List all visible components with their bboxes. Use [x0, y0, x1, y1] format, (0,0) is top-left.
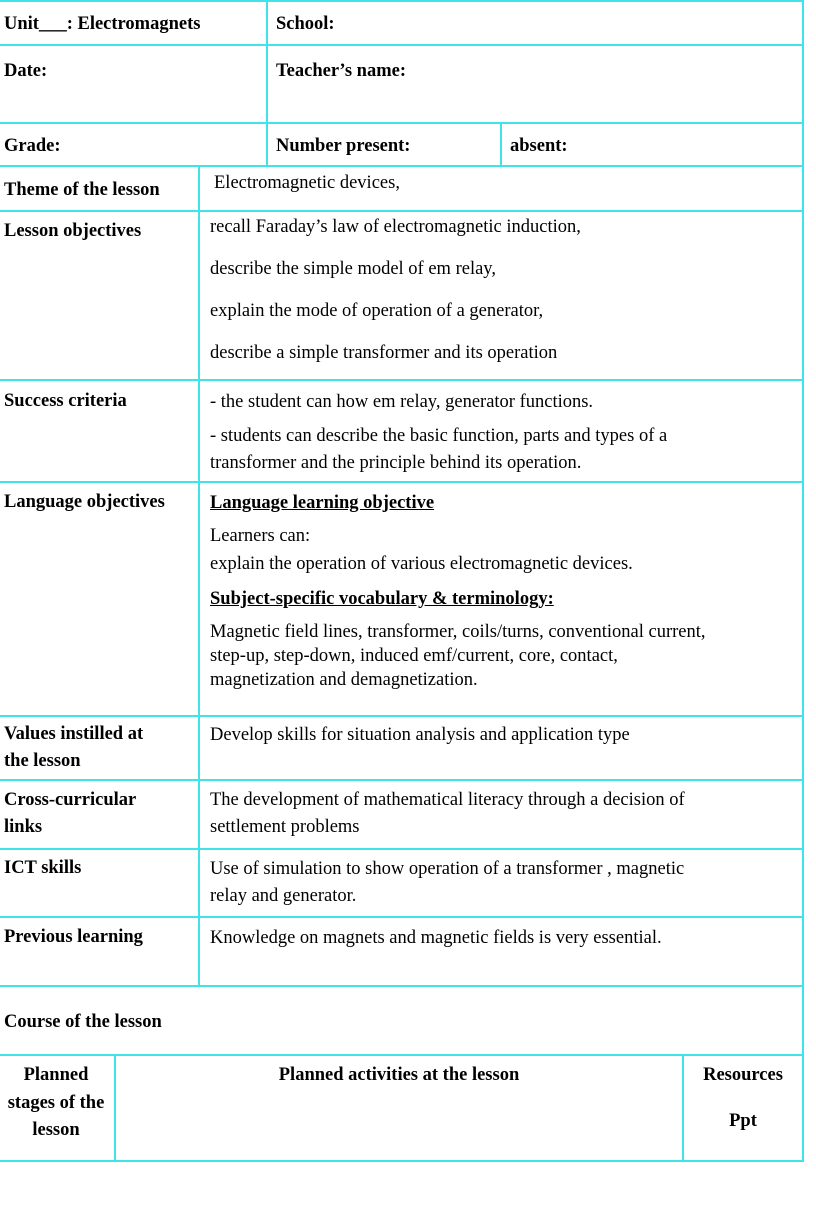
success-line: - students can describe the basic function, parts and types of a — [210, 426, 668, 446]
grade-label: Grade: — [4, 136, 61, 156]
success-value-cell — [198, 379, 804, 483]
language-label: Language objectives — [4, 492, 165, 512]
objectives-label: Lesson objectives — [4, 221, 142, 241]
vocabulary-line: step-up, step-down, induced emf/current, core, contact, — [210, 646, 618, 666]
teacher-label: Teacher’s name: — [276, 61, 406, 81]
values-label: Values instilled at — [4, 724, 144, 744]
unit-cell — [0, 0, 268, 46]
cross-label: Cross-curricular — [4, 790, 137, 810]
success-line: transformer and the principle behind its operation. — [210, 453, 582, 473]
unit-label: Unit___: Electromagnets — [4, 14, 201, 34]
resources-value: Ppt — [729, 1111, 757, 1131]
language-label-cell — [0, 481, 200, 717]
grade-cell — [0, 122, 268, 167]
objective-item: describe the simple model of em relay, — [210, 259, 496, 279]
school-cell — [266, 0, 804, 46]
ict-value: relay and generator. — [210, 886, 357, 906]
language-learners: Learners can: — [210, 526, 311, 546]
previous-label: Previous learning — [4, 927, 143, 947]
success-line: - the student can how em relay, generator functions. — [210, 392, 594, 412]
cross-label: links — [4, 817, 43, 837]
cross-value-cell — [198, 779, 804, 850]
ict-value-cell — [198, 848, 804, 918]
previous-value-cell — [198, 916, 804, 987]
course-title: Course of the lesson — [4, 1012, 162, 1032]
vocabulary-heading: Subject-specific vocabulary & terminology: — [210, 589, 554, 609]
values-label: the lesson — [4, 751, 81, 771]
stages-header-cell — [0, 1054, 116, 1162]
values-value-cell — [198, 715, 804, 781]
stages-header: lesson — [32, 1120, 80, 1140]
present-cell — [266, 122, 502, 167]
absent-label: absent: — [510, 136, 568, 156]
teacher-cell — [266, 44, 804, 124]
success-label: Success criteria — [4, 391, 127, 411]
language-explain: explain the operation of various electromagnetic devices. — [210, 554, 633, 574]
ict-label: ICT skills — [4, 858, 82, 878]
stages-header: stages of the — [7, 1093, 105, 1113]
objective-item: recall Faraday’s law of electromagnetic induction, — [210, 217, 581, 237]
cross-value: The development of mathematical literacy through a decision of — [210, 790, 685, 810]
theme-label-cell — [0, 165, 200, 212]
vocabulary-line: magnetization and demagnetization. — [210, 670, 478, 690]
present-label: Number present: — [276, 136, 411, 156]
theme-value: Electromagnetic devices, — [214, 173, 400, 193]
theme-label: Theme of the lesson — [4, 180, 160, 200]
objectives-label-cell — [0, 210, 200, 381]
activities-header-cell — [114, 1054, 684, 1162]
ict-value: Use of simulation to show operation of a transformer , magnetic — [210, 859, 685, 879]
date-cell — [0, 44, 268, 124]
language-heading: Language learning objective — [210, 493, 435, 513]
previous-value: Knowledge on magnets and magnetic fields is very essential. — [210, 928, 662, 948]
resources-header: Resources — [703, 1065, 783, 1085]
previous-label-cell — [0, 916, 200, 987]
course-title-cell — [0, 985, 804, 1056]
absent-cell — [500, 122, 804, 167]
school-label: School: — [276, 14, 335, 34]
values-value: Develop skills for situation analysis and application type — [210, 725, 630, 745]
ict-label-cell — [0, 848, 200, 918]
date-label: Date: — [4, 61, 48, 81]
objectives-value-cell — [198, 210, 804, 381]
objective-item: describe a simple transformer and its operation — [210, 343, 558, 363]
success-label-cell — [0, 379, 200, 483]
values-label-cell — [0, 715, 200, 781]
cross-label-cell — [0, 779, 200, 850]
language-value-cell — [198, 481, 804, 717]
objective-item: explain the mode of operation of a generator, — [210, 301, 544, 321]
theme-value-cell — [198, 165, 804, 212]
stages-header: Planned — [23, 1065, 89, 1085]
resources-header-cell — [682, 1054, 804, 1162]
cross-value: settlement problems — [210, 817, 360, 837]
vocabulary-line: Magnetic field lines, transformer, coils/turns, conventional current, — [210, 622, 706, 642]
activities-header: Planned activities at the lesson — [278, 1065, 520, 1085]
